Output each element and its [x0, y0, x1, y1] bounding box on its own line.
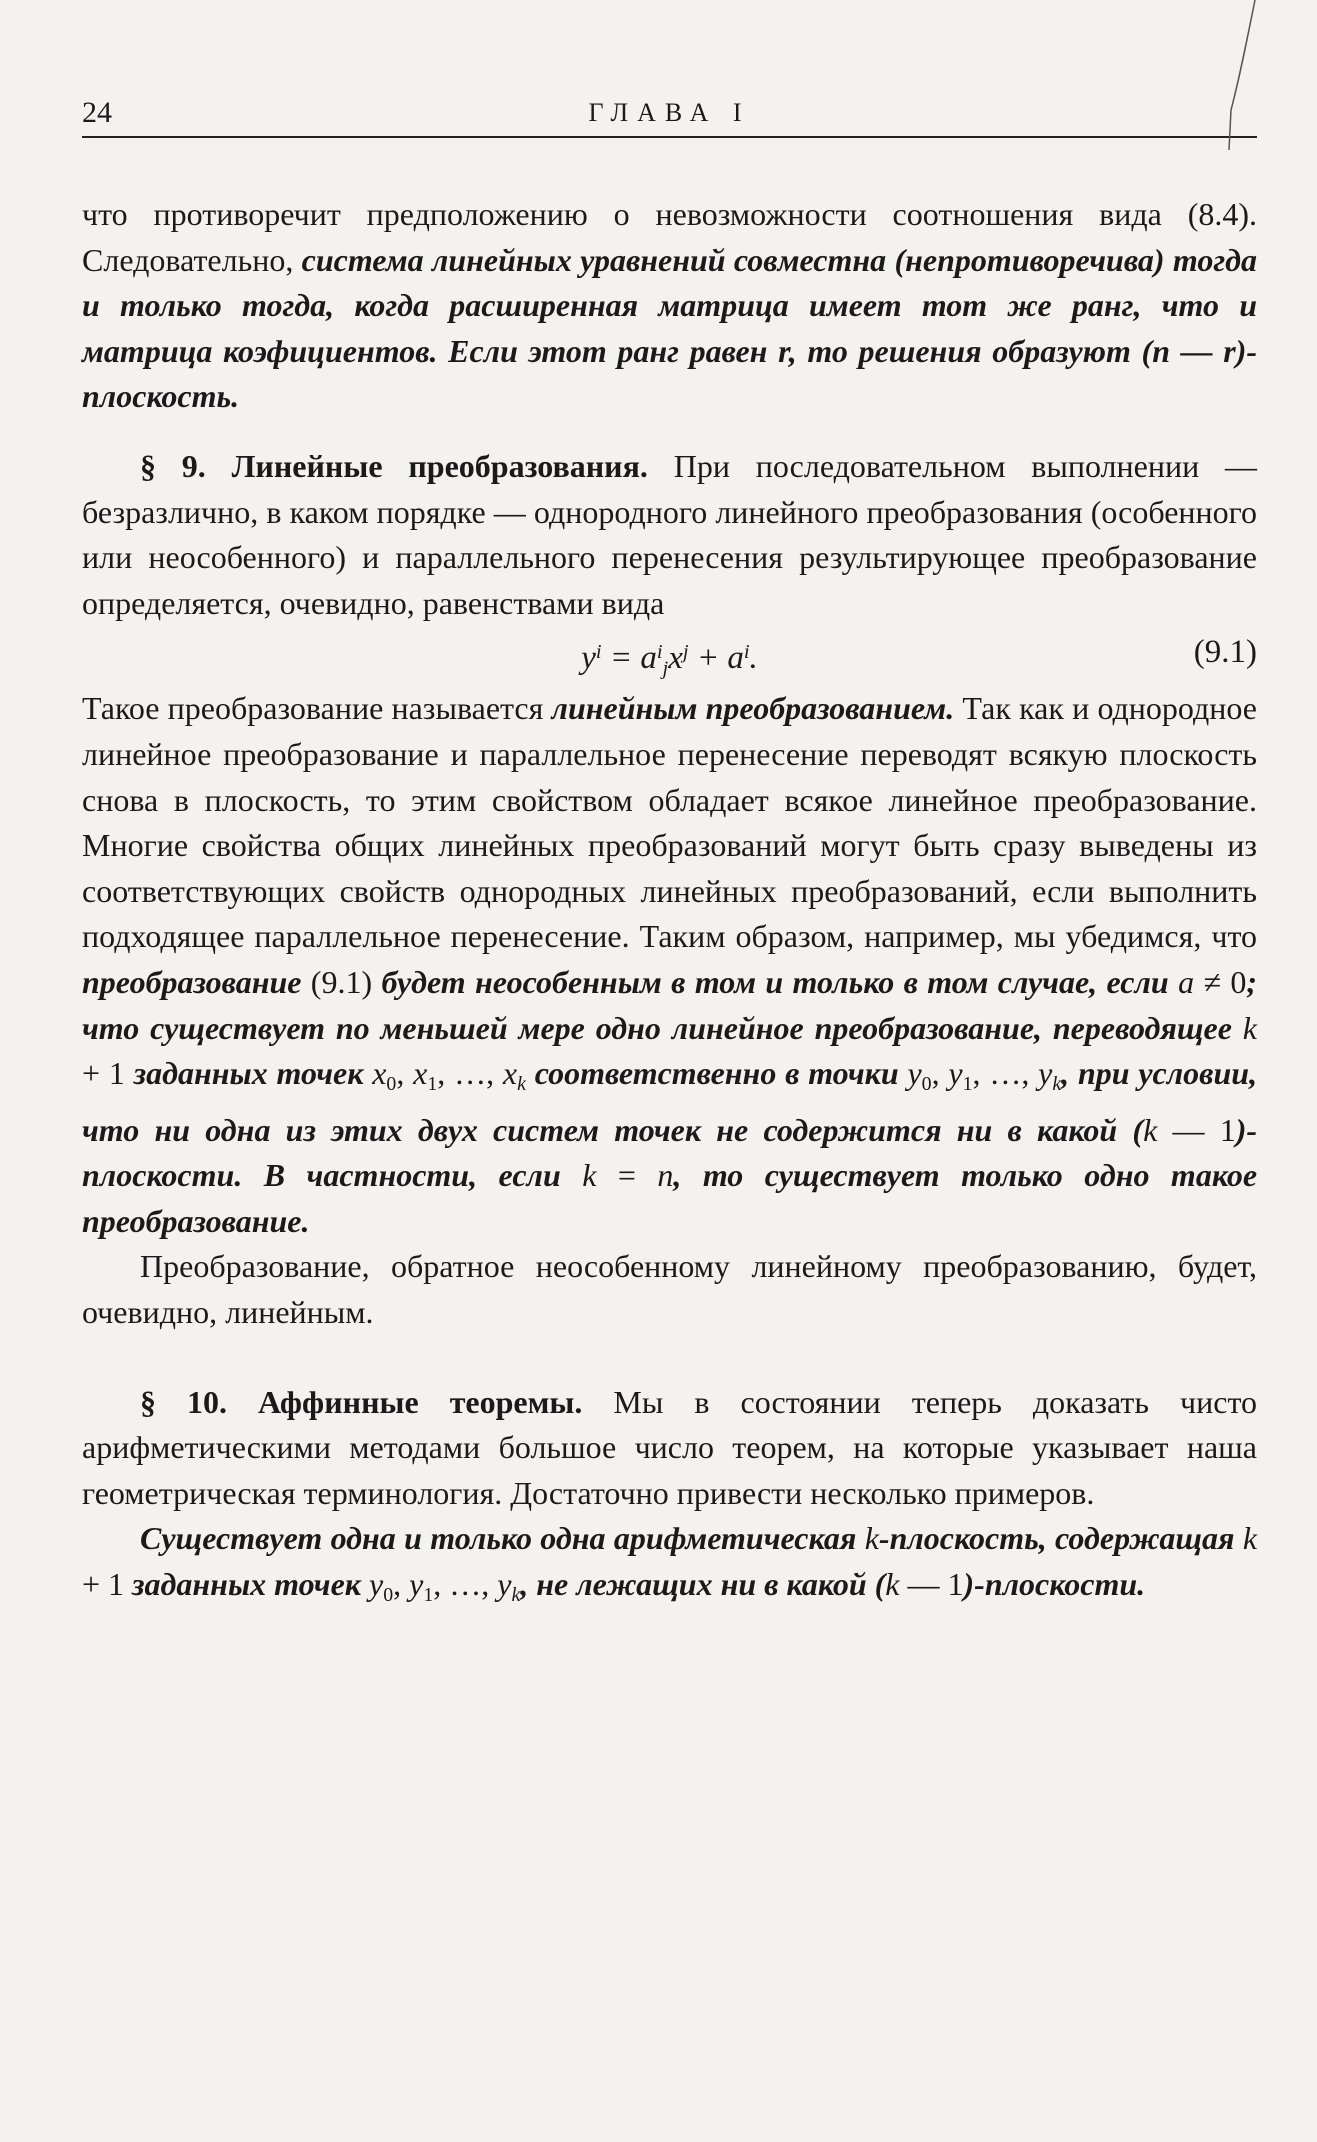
pencil-mark — [1217, 0, 1257, 150]
page-header — [82, 96, 1257, 136]
paragraph-linear-transformation: Такое преобразование называется линейным преобразованием. Так как и однородное линейное преобразование и параллельное перенесение переводят всякую плоскость снова в плоскость, то этим свойством обладает всякое линейное преобразование. Многие свойства общих линейных преобразований могут быть сразу выведены из соответствующих свойств однородных линейных преобразований, если выполнить подходящее параллельное перенесение. Таким образом, например, мы убедимся, что преобразование (9.1) будет неособенным в том и только в том случае, если a ≠ 0; что существует по меньшей мере одно линейное преобразование, переводящее k + 1 заданных точек $x_0$, $x_1$, …, $x_k$ соответственно в точки $y_0$, $y_1$, …, $y_k$, при условии, что ни одна из этих двух систем точек не содержится ни в какой (k — 1)-плоскости. В частности, если k = n, то существует только одно такое преобразование. — [82, 690, 1258, 1239]
header-rule — [82, 136, 1257, 138]
section-9-heading: § 9. Линейные преобразования. — [140, 447, 648, 484]
section-10-paragraph: § 10. Аффинные теоремы. Мы в состоянии теперь доказать чисто арифметическими методами большое число теорем, на которые указывает наша геометрическая терминология. Достаточно привести несколько примеров. — [82, 1383, 1258, 1511]
formula-9-1 — [82, 626, 1257, 686]
running-head: ГЛАВА I — [588, 98, 751, 127]
formula-number: (9.1) — [1193, 634, 1257, 671]
page-body — [82, 192, 1257, 1619]
paragraph-inverse: Преобразование, обратное неособенному линейному преобразованию, будет, очевидно, линейным. — [82, 1248, 1257, 1330]
paragraph-theorem-consistency: что противоречит предположению о невозможности соотношения вида (8.4). Следовательно, система линейных уравнений совместна (непротиворечива) тогда и только тогда, когда расширенная матрица имеет тот же ранг, что и матрица коэфициентов. Если этот ранг равен r, то решения образуют (n — r)-плоскость. — [82, 196, 1258, 415]
formula-expression: $y^i = a^i_jx^j + a^i$. — [581, 640, 758, 680]
paragraph-affine-theorem: Существует одна и только одна арифметическая k-плоскость, содержащая k + 1 заданных точек $y_0$, $y_1$, …, $y_k$, не лежащих ни в какой (k — 1)-плоскости. — [82, 1520, 1258, 1606]
section-10-heading: § 10. Аффинные теоремы. — [140, 1383, 583, 1420]
section-9-paragraph: § 9. Линейные преобразования. При последовательном выполнении — безразлично, в каком порядке — однородного линейного преобразования (особенного или неособенного) и параллельного перенесения результирующее преобразование определяется, очевидно, равенствами вида — [82, 447, 1258, 621]
page-number: 24 — [82, 96, 112, 129]
